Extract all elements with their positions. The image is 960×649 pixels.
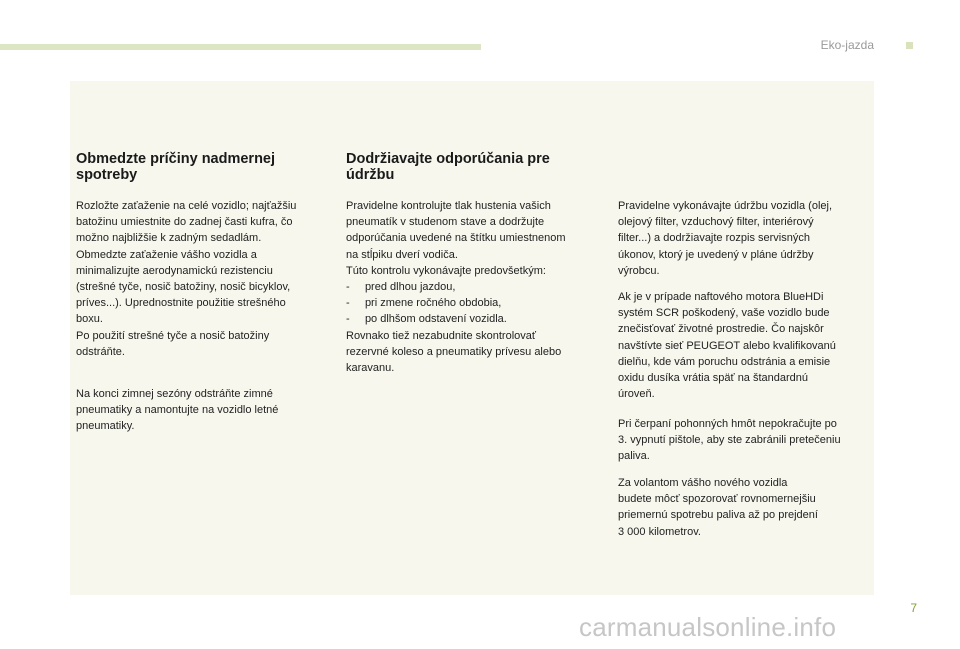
text-line: odstráňte.: [76, 345, 125, 358]
text-line: Na konci zimnej sezóny odstráňte zimné: [76, 388, 273, 400]
text-line: Po použití strešné tyče a nosič batožiny: [76, 329, 270, 342]
text-line: na stĺpiku dverí vodiča.: [346, 248, 458, 261]
heading-line: spotreby: [76, 167, 138, 183]
text-line: budete môcť spozorovať rovnomernejšiu: [618, 493, 816, 506]
text-line: priemernú spotrebu paliva až po prejdení: [618, 509, 818, 522]
text-line: karavanu.: [346, 362, 395, 375]
text-line: minimalizujte aerodynamickú rezistenciu: [76, 264, 273, 277]
text-line: úroveň.: [618, 388, 655, 401]
heading-line: Dodržiavajte odporúčania pre: [346, 151, 550, 167]
heading-line: Obmedzte príčiny nadmernej: [76, 151, 276, 167]
paragraph-new-vehicle: [618, 475, 818, 540]
text-line: úkonov, ktorý je uvedený v pláne údržby: [618, 248, 814, 261]
text-line: pneumatiky.: [76, 420, 135, 433]
text-line: navštívte sieť PEUGEOT alebo kvalifikovanú: [618, 339, 836, 352]
text-line: znečisťovať životné prostredie. Čo najskôr: [618, 323, 824, 336]
text-line: oxidu dusíka vrátia späť na štandardnú: [618, 372, 809, 385]
text-line: filter...) a dodržiavajte rozpis servisných: [618, 232, 810, 245]
text-line: Ak je v prípade naftového motora BlueHDi: [618, 291, 824, 303]
paragraph-bluehdi-scr: [618, 289, 836, 402]
text-line: možno najbližšie k zadným sedadlám.: [76, 232, 262, 245]
text-line: paliva.: [618, 450, 650, 463]
paragraph-tyre-pressure: [346, 198, 566, 376]
text-line: pneumatiky a namontujte na vozidlo letné: [76, 404, 279, 417]
text-line: - pred dlhou jazdou,: [346, 281, 456, 294]
text-line: - po dlhšom odstavení vozidla.: [346, 313, 507, 326]
text-line: výrobcu.: [618, 264, 660, 277]
text-line: - pri zmene ročného obdobia,: [346, 297, 502, 310]
text-line: príves...). Uprednostnite použitie strešného: [76, 297, 286, 310]
text-line: batožinu umiestnite do zadnej časti kufra, čo: [76, 216, 293, 229]
text-line: Za volantom vášho nového vozidla: [618, 477, 788, 489]
text-line: 3. vypnutí pištole, aby ste zabránili pretečeniu: [618, 434, 841, 447]
paragraph-service: [618, 198, 832, 279]
text-line: Túto kontrolu vykonávajte predovšetkým:: [346, 264, 546, 277]
text-line: systém SCR poškodený, vaše vozidlo bude: [618, 307, 830, 320]
text-line: olejový filter, vzduchový filter, interiérový: [618, 216, 814, 229]
paragraph-winter-tyres: [76, 386, 278, 435]
text-line: rezervné koleso a pneumatiky prívesu alebo: [346, 345, 562, 358]
page-number: 7: [910, 601, 917, 615]
header-accent-bar: [0, 44, 481, 50]
text-line: Obmedzte zaťaženie vášho vozidla a: [76, 248, 257, 261]
text-line: Pravidelne vykonávajte údržbu vozidla (olej,: [618, 200, 833, 212]
text-line: Pravidelne kontrolujte tlak hustenia vašich: [346, 200, 551, 212]
section-title: Eko-jazda: [820, 38, 874, 52]
text-line: 3 000 kilometrov.: [618, 525, 701, 538]
text-line: Pri čerpaní pohonných hmôt nepokračujte po: [618, 418, 837, 430]
heading-line: údržbu: [346, 167, 395, 183]
heading-maintenance: [346, 151, 550, 183]
text-line: boxu.: [76, 313, 103, 326]
text-line: Rovnako tiež nezabudnite skontrolovať: [346, 329, 537, 342]
text-line: dielňu, kde vám poruchu odstránia a emisie: [618, 355, 831, 368]
paragraph-refuelling: [618, 416, 841, 465]
text-line: pneumatík v studenom stave a dodržujte: [346, 216, 545, 229]
watermark: carmanualsonline.info: [579, 612, 837, 642]
section-marker: [906, 42, 913, 49]
text-line: odporúčania uvedené na štítku umiestnenom: [346, 232, 566, 245]
heading-consumption-causes: [76, 151, 275, 183]
text-line: Rozložte zaťaženie na celé vozidlo; najťažšiu: [76, 200, 297, 212]
paragraph-load: [76, 198, 296, 360]
text-line: (strešné tyče, nosič batožiny, nosič bicyklov,: [76, 281, 291, 294]
